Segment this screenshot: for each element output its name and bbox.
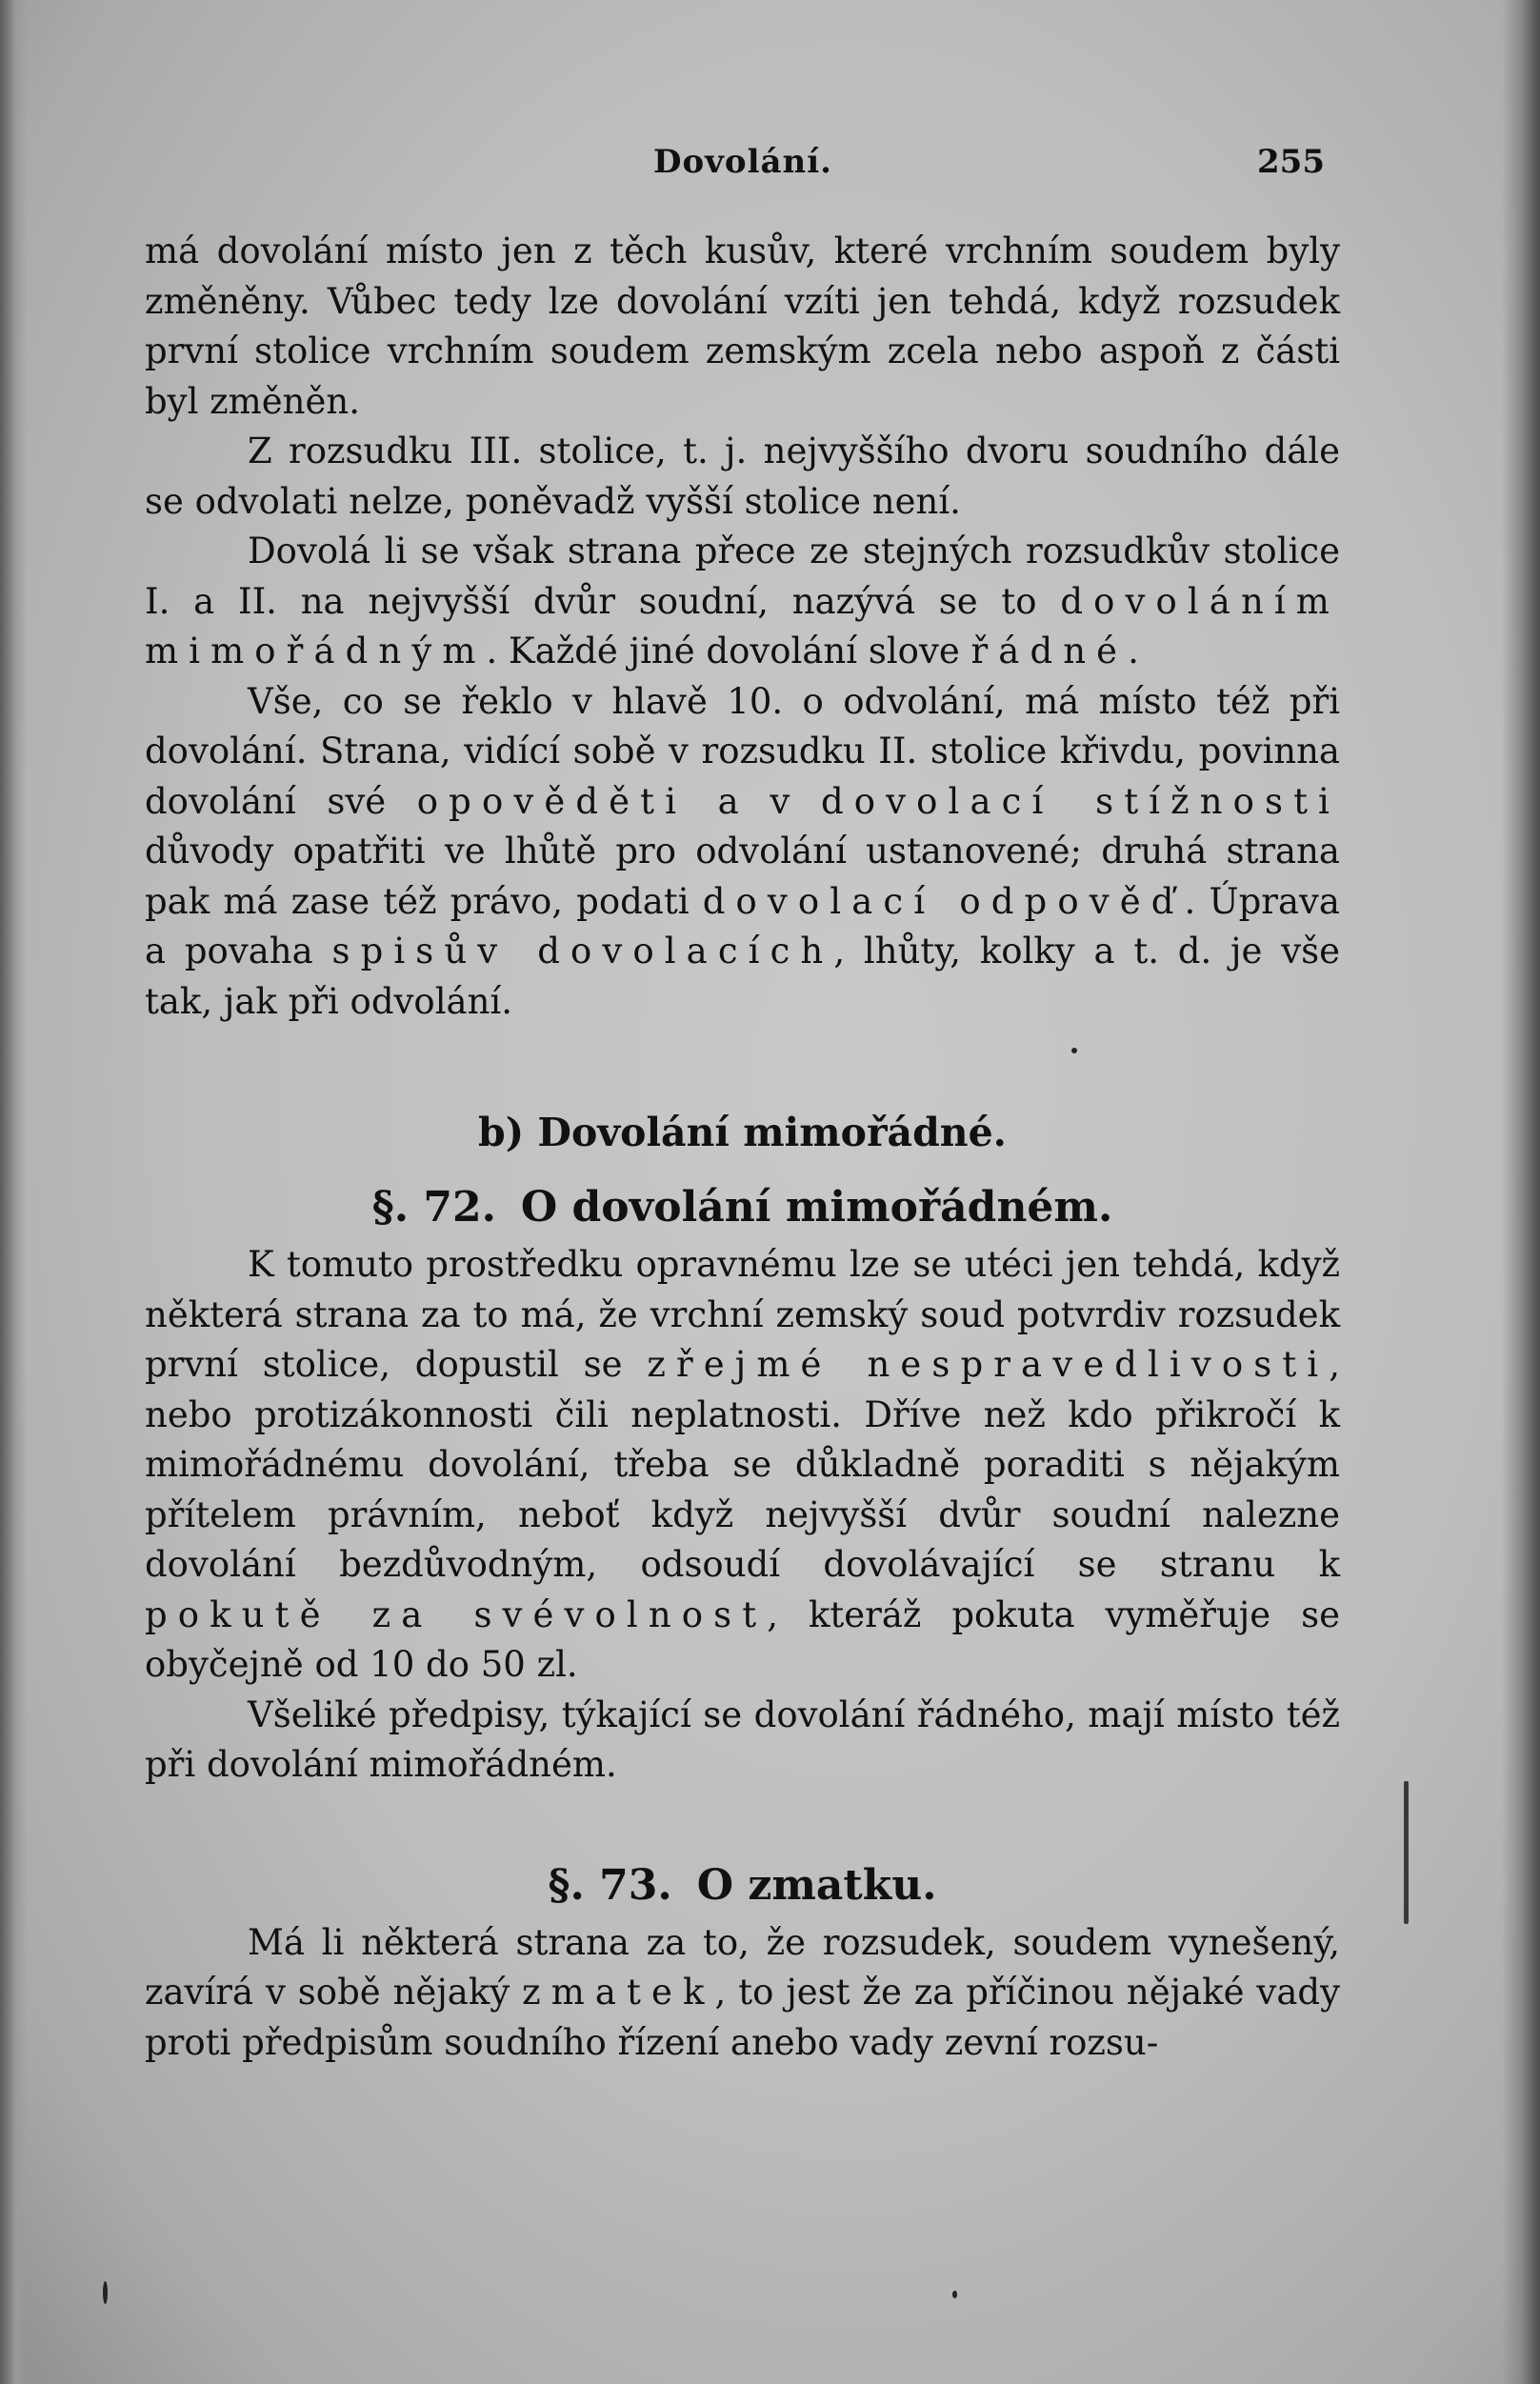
- spaced-emphasis: zmatek: [522, 1972, 715, 2013]
- spaced-emphasis: dovoláním mimořádným: [145, 580, 1340, 671]
- scan-speck: [1404, 1781, 1409, 1924]
- paragraph: [145, 1691, 1340, 1791]
- text-run: má dovolání místo jen z těch kusův, které vrchním soudem byly změněny. Vůbec tedy lze dovolání vzíti jen tehdá, když rozsudek první stolice vrchním soudem zemským zcela nebo aspoň z části byl změněn.: [145, 230, 1340, 422]
- paragraph: [145, 1918, 1340, 2069]
- section-72-paragraphs: [145, 1240, 1340, 1791]
- text-run: Dovolá li se však strana přece ze stejných rozsudkův stolice I. a II. na nejvyšší dvůr soudní, nazývá se to: [145, 531, 1340, 622]
- scan-speck: [952, 2291, 957, 2298]
- section-73-number: §. 73.: [548, 1860, 672, 1910]
- running-title: Dovolání.: [653, 143, 833, 181]
- section-72-title: O dovolání mimořádném.: [520, 1183, 1113, 1232]
- text-run: , to jest že za příčinou nějaké vady proti předpisům soudního řízení anebo vady zevní rozsu-: [145, 1972, 1340, 2063]
- spaced-emphasis: dovolací odpověď: [702, 880, 1185, 922]
- text-run: důvody opatřiti ve lhůtě pro odvolání ustanovené; druhá strana pak má zase též právo, podati: [145, 831, 1340, 922]
- scan-speck: [1071, 1048, 1077, 1053]
- spaced-emphasis: dovolací stížnosti: [820, 780, 1340, 822]
- spaced-emphasis: spisův dovolacích: [331, 931, 834, 972]
- text-run: , nebo protizákonnosti čili neplatnosti. Dříve než kdo přikročí k mimořádnému dovolání, třeba se důkladně poraditi s nějakým přítelem právním, neboť když nejvyšší dvůr soudní nalezne dovolání bezdůvodným, odsoudí dovolávající se stranu k: [145, 1344, 1340, 1585]
- text-run: Vše, co se řeklo v hlavě 10. o odvolání, má místo též při dovolání. Strana, vidící sobě v rozsudku II. stolice křivdu, povinna dovolání své: [145, 680, 1340, 822]
- paragraph: [145, 527, 1340, 677]
- page-edge-shadow-left: [0, 0, 27, 2384]
- text-run: .: [1128, 631, 1139, 671]
- section-73-title: O zmatku.: [696, 1860, 937, 1910]
- text-run: Má li některá strana za to, že rozsudek, soudem vynešený, zavírá v sobě nějaký: [145, 1921, 1340, 2013]
- paragraph: [145, 1240, 1340, 1691]
- subheading-b: b) Dovolání mimořádné.: [478, 1110, 1007, 1155]
- text-run: . Každé jiné dovolání slove: [486, 631, 971, 671]
- spaced-emphasis: pokutě za svévolnost: [145, 1593, 768, 1635]
- paragraph: [145, 677, 1340, 1028]
- top-paragraphs: [145, 227, 1340, 1027]
- section-73-paragraphs: [145, 1918, 1340, 2069]
- section-72-heading: [145, 1179, 1340, 1236]
- paragraph: [145, 427, 1340, 527]
- text-block: [145, 227, 1340, 2068]
- spaced-emphasis: zřejmé nespravedlivosti: [647, 1344, 1330, 1385]
- section-72-number: §. 72.: [371, 1183, 496, 1232]
- text-run: , kteráž pokuta vyměřuje se obyčejně od 10 do 50 zl.: [145, 1593, 1340, 1685]
- spaced-emphasis: opověděti: [416, 780, 688, 822]
- text-run: K tomuto prostředku opravnému lze se utéci jen tehdá, když některá strana za to má, že vrchní zemský soud potvrdiv rozsudek první stolice, dopustil se: [145, 1244, 1340, 1385]
- text-run: , lhůty, kolky a t. d. je vše tak, jak při odvolání.: [145, 931, 1340, 1022]
- page-edge-shadow-right: [1502, 0, 1540, 2384]
- text-run: Z rozsudku III. stolice, t. j. nejvyššího dvoru soudního dále se odvolati nelze, poněvadž vyšší stolice není.: [145, 431, 1340, 522]
- page-number: 255: [1257, 143, 1325, 181]
- running-head: [0, 143, 1540, 200]
- text-run: Všeliké předpisy, týkající se dovolání řádného, mají místo též při dovolání mimořádném.: [145, 1693, 1340, 1785]
- spaced-emphasis: řádné: [970, 631, 1129, 671]
- text-run: a v: [687, 780, 821, 822]
- scan-speck: [103, 2281, 108, 2304]
- section-73-heading: [145, 1857, 1340, 1914]
- paragraph: [145, 227, 1340, 427]
- text-run: . Úprava a povaha: [145, 880, 1340, 972]
